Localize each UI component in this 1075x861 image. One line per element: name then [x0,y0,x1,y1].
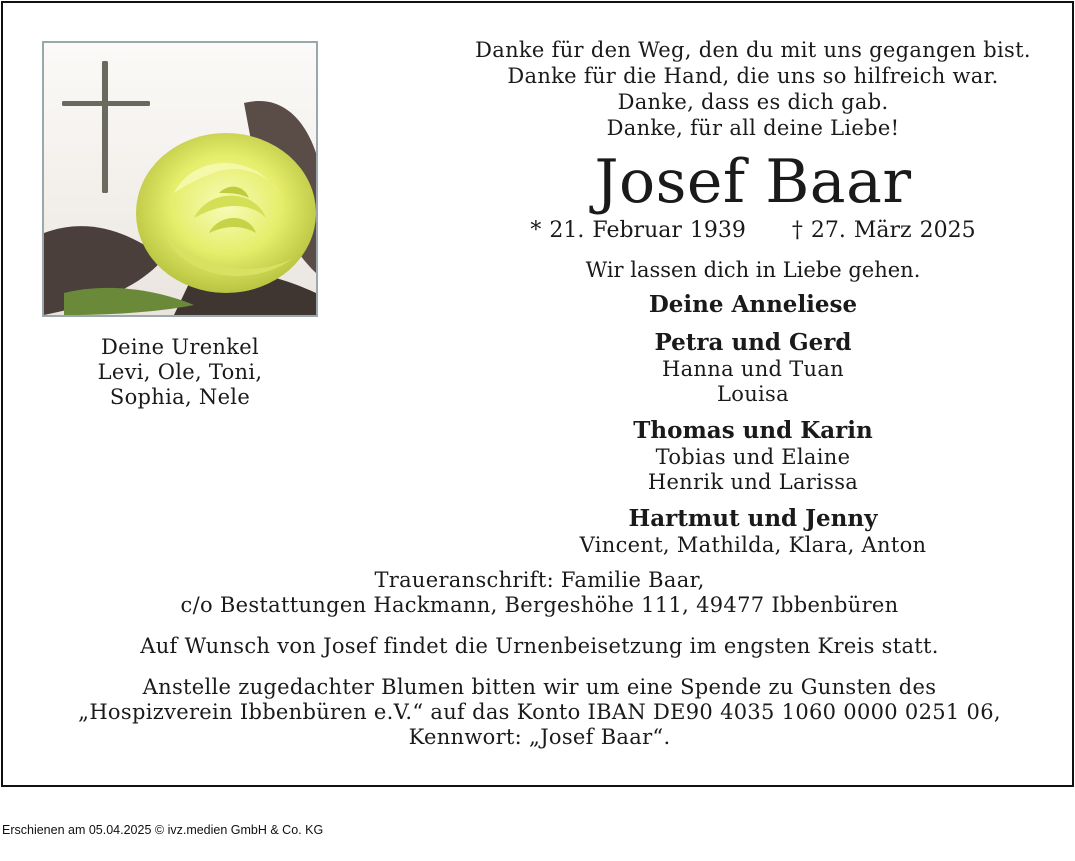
poem-line: Danke, dass es dich gab. [617,90,889,114]
farewell-text: Wir lassen dich in Liebe gehen. [585,258,921,282]
address-line: Traueranschrift: Familie Baar, [374,568,705,592]
great-grandchildren [43,335,317,410]
burial-note: Auf Wunsch von Josef findet die Urnenbeisetzung im engsten Kreis statt. [140,634,939,658]
deceased-name: Josef Baar [594,147,912,217]
mourning-address [3,568,1075,618]
publication-footer: Erschienen am 05.04.2025 © ivz.medien GmbH & Co. KG [2,823,324,837]
address-line: c/o Bestattungen Hackmann, Bergeshöhe 111, 49477 Ibbenbüren [180,593,899,617]
life-dates [433,217,1073,245]
memorial-photo [42,41,318,317]
urenkel-line: Sophia, Nele [109,385,251,409]
donation-line: Anstelle zugedachter Blumen bitten wir um eine Spende zu Gunsten des [142,675,937,699]
poem-line: Danke für die Hand, die uns so hilfreich war. [507,64,999,88]
family-head: Petra und Gerd [654,329,852,356]
donation-line: Kennwort: „Josef Baar“. [408,725,671,749]
donation-line: „Hospizverein Ibbenbüren e.V.“ auf das Konto IBAN DE90 4035 1060 0000 0251 06, [78,700,1001,724]
donation-note [3,675,1075,750]
family-head: Deine Anneliese [648,291,858,318]
birth-date: * 21. Februar 1939 [530,218,746,243]
family-head: Thomas und Karin [633,417,873,444]
family-member: Louisa [717,382,789,406]
urenkel-line: Deine Urenkel [100,335,260,359]
family-member: Vincent, Mathilda, Klara, Anton [579,533,927,557]
family-member: Henrik und Larissa [647,470,859,494]
death-date: † 27. März 2025 [791,218,976,243]
poem [433,37,1073,141]
poem-line: Danke, für all deine Liebe! [606,116,900,140]
notices [3,568,1075,766]
family-member: Hanna und Tuan [661,357,845,381]
poem-line: Danke für den Weg, den du mit uns gegangen bist. [475,38,1031,62]
family-member: Tobias und Elaine [655,445,851,469]
urenkel-line: Levi, Ole, Toni, [97,360,263,384]
obituary-card [1,1,1074,787]
main-column [433,37,1073,558]
family-head: Hartmut und Jenny [628,505,878,532]
family-list [433,291,1073,558]
yellow-rose-image [44,43,316,315]
